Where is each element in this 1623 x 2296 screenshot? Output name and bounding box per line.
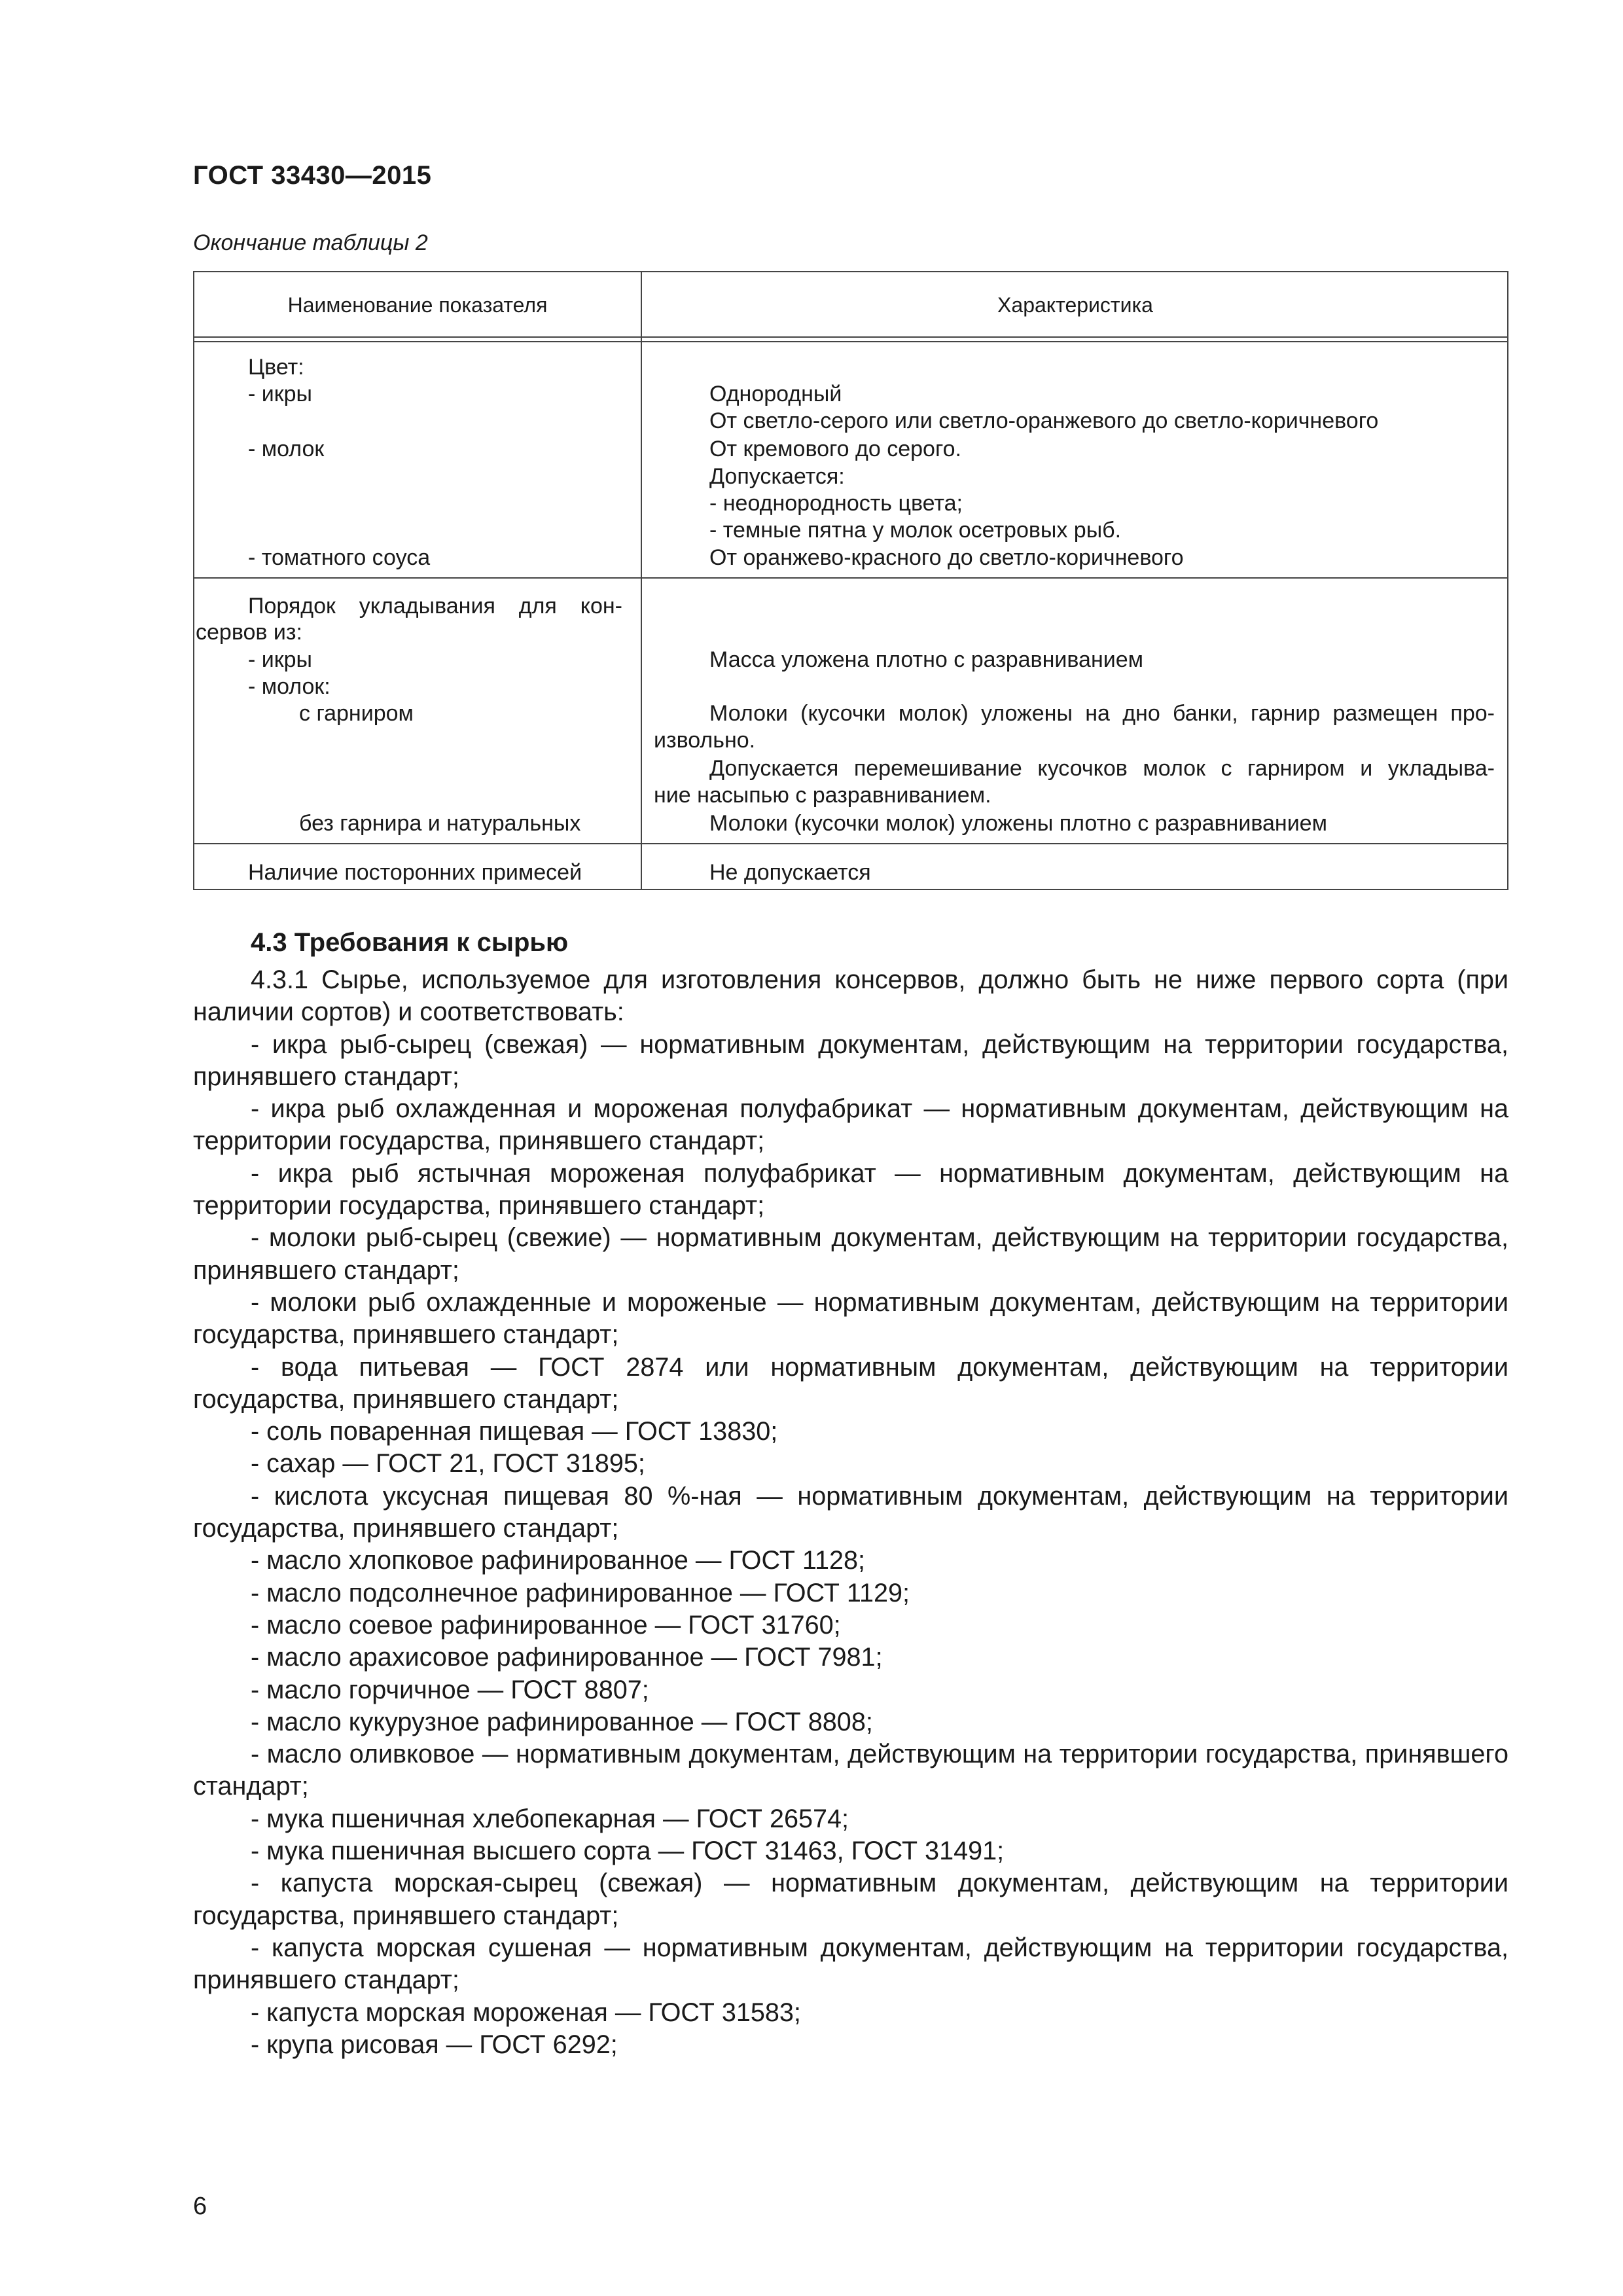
- list-item: - капуста морская мороженая — ГОСТ 31583;: [251, 1998, 801, 2027]
- list-item: - вода питьевая — ГОСТ 2874 или нормативным документам, действующим на территории государства, принявшего стандарт;: [193, 1352, 1508, 1414]
- list-item: - масло арахисовое рафинированное — ГОСТ 7981;: [251, 1643, 883, 1672]
- table-cell-left: - молок: [248, 437, 325, 461]
- table-cell-right: - неоднородность цвета;: [709, 491, 963, 516]
- list-item: - молоки рыб охлажденные и мороженые — нормативным документам, действующим на территории государства, принявшего стандарт;: [193, 1287, 1508, 1350]
- table-cell-right: От кремового до серого.: [709, 437, 961, 461]
- list-item: - масло горчичное — ГОСТ 8807;: [251, 1675, 649, 1704]
- list-item: - масло оливковое — нормативным документам, действующим на территории государства, принявшего стандарт;: [193, 1740, 1508, 1801]
- table-header-rule: [194, 336, 1507, 338]
- table-cell-left: - икры: [248, 382, 312, 406]
- list-item: - молоки рыб-сырец (свежие) — нормативным документам, действующим на территории государства, принявшего стандарт;: [193, 1223, 1508, 1285]
- list-item: - масло хлопковое рафинированное — ГОСТ 1128;: [251, 1546, 865, 1575]
- section-heading: 4.3 Требования к сырью: [251, 928, 569, 957]
- list-item: - соль поваренная пищевая — ГОСТ 13830;: [251, 1417, 778, 1446]
- list-item: - мука пшеничная высшего сорта — ГОСТ 31463, ГОСТ 31491;: [251, 1837, 1005, 1866]
- table-row-divider: [194, 843, 1507, 844]
- list-item: - икра рыб охлажденная и мороженая полуфабрикат — нормативным документам, действующим на территории государства, принявшего стандарт;: [193, 1094, 1508, 1156]
- list-item: - масло подсолнечное рафинированное — ГОСТ 1129;: [251, 1578, 910, 1607]
- table-cell-right: От светло-серого или светло-оранжевого до светло-коричневого: [709, 408, 1379, 433]
- paragraph: 4.3.1 Сырье, используемое для изготовления консервов, должно быть не ниже первого сорта (при наличии сортов) и соответствовать:: [193, 965, 1508, 1027]
- list-item: - икра рыб ястычная мороженая полуфабрикат — нормативным документам, действующим на территории государства, принявшего стандарт;: [193, 1158, 1508, 1221]
- table-caption: Окончание таблицы 2: [193, 230, 428, 255]
- list-item: - мука пшеничная хлебопекарная — ГОСТ 26574;: [251, 1804, 849, 1833]
- table-header-characteristic: Характеристика: [997, 293, 1153, 317]
- table-cell-right: Молоки (кусочки молок) уложены на дно банки, гарнир размещен про-: [709, 701, 1495, 726]
- table-header-rule: [194, 341, 1507, 342]
- table-cell-right: Масса уложена плотно с разравниванием: [709, 647, 1144, 672]
- table-cell-left: Цвет:: [248, 355, 304, 380]
- table-cell-right: - темные пятна у молок осетровых рыб.: [709, 518, 1122, 543]
- page-number: 6: [193, 2193, 207, 2220]
- standard-designation: ГОСТ 33430—2015: [193, 161, 432, 190]
- table-cell-left: Наличие посторонних примесей: [248, 860, 582, 885]
- list-item: - икра рыб-сырец (свежая) — нормативным документам, действующим на территории государства, принявшего стандарт;: [193, 1030, 1508, 1091]
- characteristics-table: [193, 271, 1508, 890]
- table-row-divider: [194, 577, 1507, 579]
- table-cell-left: с гарниром: [299, 701, 414, 726]
- section-body: [193, 964, 1508, 2061]
- table-cell-right: Допускается:: [709, 464, 845, 489]
- table-cell-right: Молоки (кусочки молок) уложены плотно с разравниванием: [709, 811, 1327, 836]
- list-item: - масло соевое рафинированное — ГОСТ 31760;: [251, 1610, 841, 1640]
- table-cell-left: сервов из:: [196, 620, 302, 645]
- table-cell-right: Не допускается: [709, 860, 871, 885]
- table-cell-right: ние насыпью с разравниванием.: [654, 783, 991, 808]
- table-cell-left: - икры: [248, 647, 312, 672]
- list-item: - масло кукурузное рафинированное — ГОСТ 8808;: [251, 1707, 873, 1736]
- table-header-indicator: Наименование показателя: [287, 293, 548, 317]
- table-cell-left: - томатного соуса: [248, 545, 431, 570]
- list-item: - кислота уксусная пищевая 80 %-ная — нормативным документам, действующим на территории государства, принявшего стандарт;: [193, 1481, 1508, 1543]
- table-cell-right: извольно.: [654, 728, 756, 753]
- table-cell-right: Допускается перемешивание кусочков молок с гарниром и укладыва-: [709, 756, 1495, 781]
- table-cell-right: От оранжево-красного до светло-коричневого: [709, 545, 1184, 570]
- table-cell-left: - молок:: [248, 674, 330, 699]
- list-item: - сахар — ГОСТ 21, ГОСТ 31895;: [251, 1449, 645, 1479]
- table-cell-left: Порядок укладывания для кон-: [248, 594, 622, 619]
- table-cell-left: без гарнира и натуральных: [299, 811, 581, 836]
- list-item: - капуста морская-сырец (свежая) — нормативным документам, действующим на территории государства, принявшего стандарт;: [193, 1869, 1508, 1930]
- table-column-divider: [641, 272, 642, 889]
- list-item: - капуста морская сушеная — нормативным документам, действующим на территории государства, принявшего стандарт;: [193, 1933, 1508, 1995]
- list-item: - крупа рисовая — ГОСТ 6292;: [251, 2030, 618, 2059]
- table-cell-right: Однородный: [709, 382, 842, 406]
